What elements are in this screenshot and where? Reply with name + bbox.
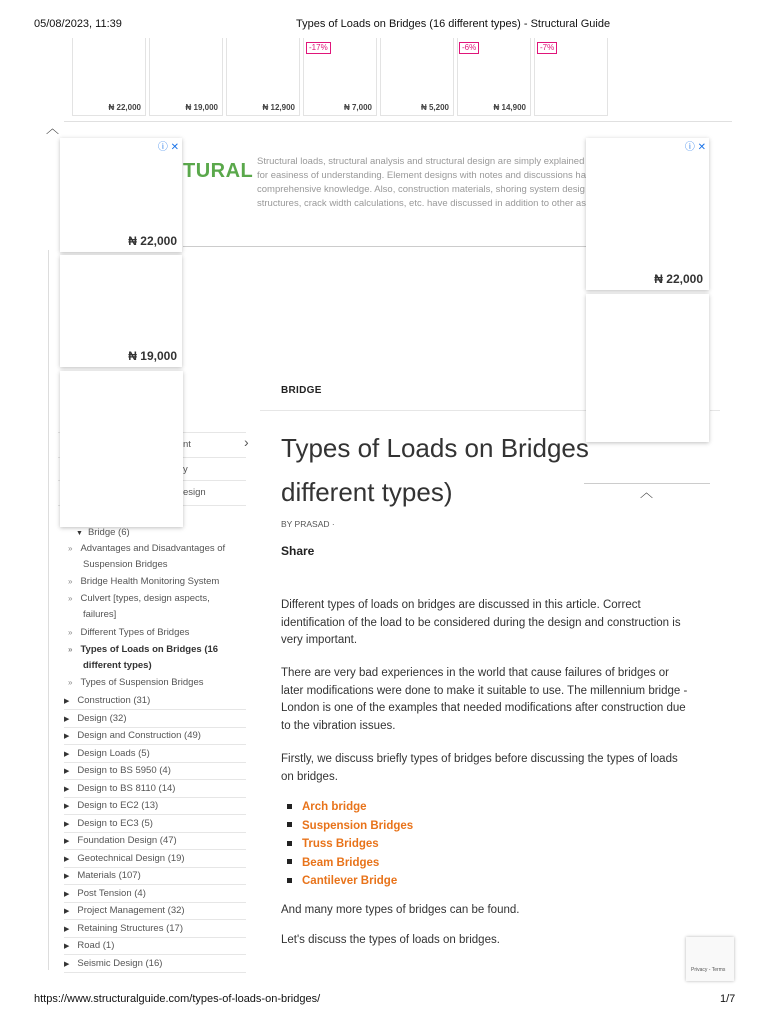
- divider: [64, 121, 732, 122]
- product-price: ₦ 19,000: [185, 103, 218, 112]
- sidebar-category[interactable]: ▶ Construction (31): [64, 692, 246, 710]
- ad-price: ₦ 22,000: [128, 234, 177, 248]
- print-datetime: 05/08/2023, 11:39: [34, 18, 122, 30]
- chevron-up-icon[interactable]: ︿: [46, 121, 60, 136]
- list-item[interactable]: [281, 817, 413, 836]
- sidebar-category[interactable]: ▶ Project Management (32): [64, 902, 246, 920]
- article-paragraph: Firstly, we discuss briefly types of bridges before discussing the types of loads on bridges.: [281, 753, 678, 783]
- divider: [260, 410, 590, 411]
- sidebar-post-link[interactable]: » Culvert [types, design aspects, failures]: [68, 593, 210, 620]
- chevron-right-icon[interactable]: ›: [244, 434, 249, 450]
- bridge-link[interactable]: Truss Bridges: [302, 838, 379, 850]
- bridge-link[interactable]: Cantilever Bridge: [302, 875, 398, 887]
- sidebar-item-partial[interactable]: nt: [183, 439, 191, 450]
- article-paragraph: Different types of loads on bridges are discussed in this article. Correct identification of the load to be considered during the design and construction is very important.: [281, 599, 681, 646]
- ad-card[interactable]: [60, 138, 182, 252]
- sidebar-category[interactable]: ▶ Design to BS 8110 (14): [64, 780, 246, 798]
- print-url: https://www.structuralguide.com/types-of-loads-on-bridges/: [34, 993, 321, 1005]
- article-byline[interactable]: BY PRASAD ·: [281, 519, 335, 529]
- sidebar-category[interactable]: ▶ Design to EC3 (5): [64, 815, 246, 833]
- site-intro: [257, 155, 587, 211]
- article-paragraph: There are very bad experiences in the world that cause failures of bridges or later modifications were done to make it suitable to use. The millennium bridge -London is one of the examples that needed modifications after construction due to the vibration issues.: [281, 667, 688, 732]
- bullet-icon: [287, 841, 292, 846]
- chevron-up-icon[interactable]: ︿: [640, 485, 654, 500]
- sidebar-post-link[interactable]: » Advantages and Disadvantages of Suspension Bridges: [68, 543, 226, 570]
- article-paragraph: Let's discuss the types of loads on bridges.: [281, 934, 500, 946]
- article-category[interactable]: BRIDGE: [281, 385, 322, 396]
- intro-line: comprehensive knowledge. Also, construction materials, shoring system desig: [257, 184, 585, 195]
- ad-card[interactable]: [60, 371, 183, 527]
- print-title: Types of Loads on Bridges (16 different types) - Structural Guide: [296, 18, 611, 30]
- ad-card[interactable]: [586, 294, 709, 442]
- sidebar-category[interactable]: ▶ Materials (107): [64, 867, 246, 885]
- sidebar-category[interactable]: ▶ Design Loads (5): [64, 745, 246, 763]
- ad-choices-icon[interactable]: ⓘ ✕: [684, 142, 706, 153]
- site-logo-text[interactable]: TURAL: [183, 160, 254, 182]
- sidebar-post-link[interactable]: » Bridge Health Monitoring System: [68, 576, 220, 587]
- bullet-icon: [287, 822, 292, 827]
- list-item[interactable]: [281, 854, 413, 873]
- product-price: ₦ 5,200: [420, 103, 449, 112]
- sidebar-category[interactable]: ▶ Design and Construction (49): [64, 727, 246, 745]
- bridge-type-list: [281, 798, 413, 891]
- divider: [710, 410, 720, 411]
- product-card[interactable]: [380, 38, 454, 116]
- print-page-number: 1/7: [720, 993, 736, 1005]
- sidebar-category[interactable]: ▶ Geotechnical Design (19): [64, 850, 246, 868]
- share-label: Share: [281, 544, 315, 558]
- product-price: ₦ 14,900: [493, 103, 526, 112]
- sidebar-category[interactable]: ▶ Road (1): [64, 937, 246, 955]
- recaptcha-terms[interactable]: Privacy - Terms: [691, 967, 726, 973]
- sidebar-category[interactable]: ▶ Design to BS 5950 (4): [64, 762, 246, 780]
- sidebar-category[interactable]: ▶ Post Tension (4): [64, 885, 246, 903]
- ad-price: ₦ 22,000: [654, 272, 703, 286]
- product-price: ₦ 12,900: [262, 103, 295, 112]
- bullet-icon: [287, 804, 292, 809]
- sidebar-category[interactable]: ▶ Design to EC2 (13): [64, 797, 246, 815]
- sidebar-category[interactable]: ▶ Design (32): [64, 710, 246, 728]
- list-item[interactable]: [281, 872, 413, 891]
- bullet-icon: [287, 859, 292, 864]
- ad-choices-icon[interactable]: ⓘ ✕: [157, 142, 179, 153]
- product-card[interactable]: [72, 38, 146, 116]
- sidebar-post-link[interactable]: » Different Types of Bridges: [68, 627, 190, 638]
- ad-card[interactable]: [586, 138, 709, 290]
- discount-badge: -7%: [537, 42, 557, 54]
- sidebar-post-link-active[interactable]: » Types of Loads on Bridges (16 different types): [68, 644, 219, 671]
- sidebar-category[interactable]: ▶ Seismic Design (16): [64, 955, 246, 973]
- bridge-link[interactable]: Arch bridge: [302, 801, 367, 813]
- sidebar-bridge-category[interactable]: ▼ Bridge (6): [76, 527, 130, 538]
- ad-card[interactable]: [60, 255, 182, 367]
- list-item[interactable]: [281, 798, 413, 817]
- bridge-link[interactable]: Beam Bridges: [302, 856, 380, 869]
- intro-line: structures, crack width calculations, etc. have discussed in addition to other as: [257, 198, 586, 209]
- divider: [48, 250, 49, 970]
- sidebar-post-link[interactable]: » Types of Suspension Bridges: [68, 677, 204, 688]
- article-title-line2: different types): [281, 477, 453, 507]
- sidebar-item-partial[interactable]: esign: [183, 487, 206, 498]
- product-price: ₦ 7,000: [343, 103, 372, 112]
- list-item[interactable]: [281, 835, 413, 854]
- article-paragraph: And many more types of bridges can be found.: [281, 904, 520, 916]
- product-price: ₦ 22,000: [108, 103, 141, 112]
- divider: [183, 246, 588, 247]
- discount-badge: -6%: [459, 42, 479, 54]
- article-title-line1: Types of Loads on Bridges: [281, 433, 589, 463]
- sidebar-item-partial[interactable]: y: [183, 464, 188, 475]
- recaptcha-badge[interactable]: [686, 937, 734, 981]
- sidebar-category[interactable]: ▶ Foundation Design (47): [64, 832, 246, 850]
- ad-price: ₦ 19,000: [128, 349, 177, 363]
- product-card[interactable]: [226, 38, 300, 116]
- product-card[interactable]: [149, 38, 223, 116]
- bullet-icon: [287, 878, 292, 883]
- sidebar-category[interactable]: ▶ Retaining Structures (17): [64, 920, 246, 938]
- intro-line: Structural loads, structural analysis and structural design are simply explained: [257, 156, 585, 167]
- intro-line: for easiness of understanding. Element designs with notes and discussions ha: [257, 170, 587, 181]
- discount-badge: -17%: [306, 42, 331, 54]
- bridge-link[interactable]: Suspension Bridges: [302, 819, 414, 832]
